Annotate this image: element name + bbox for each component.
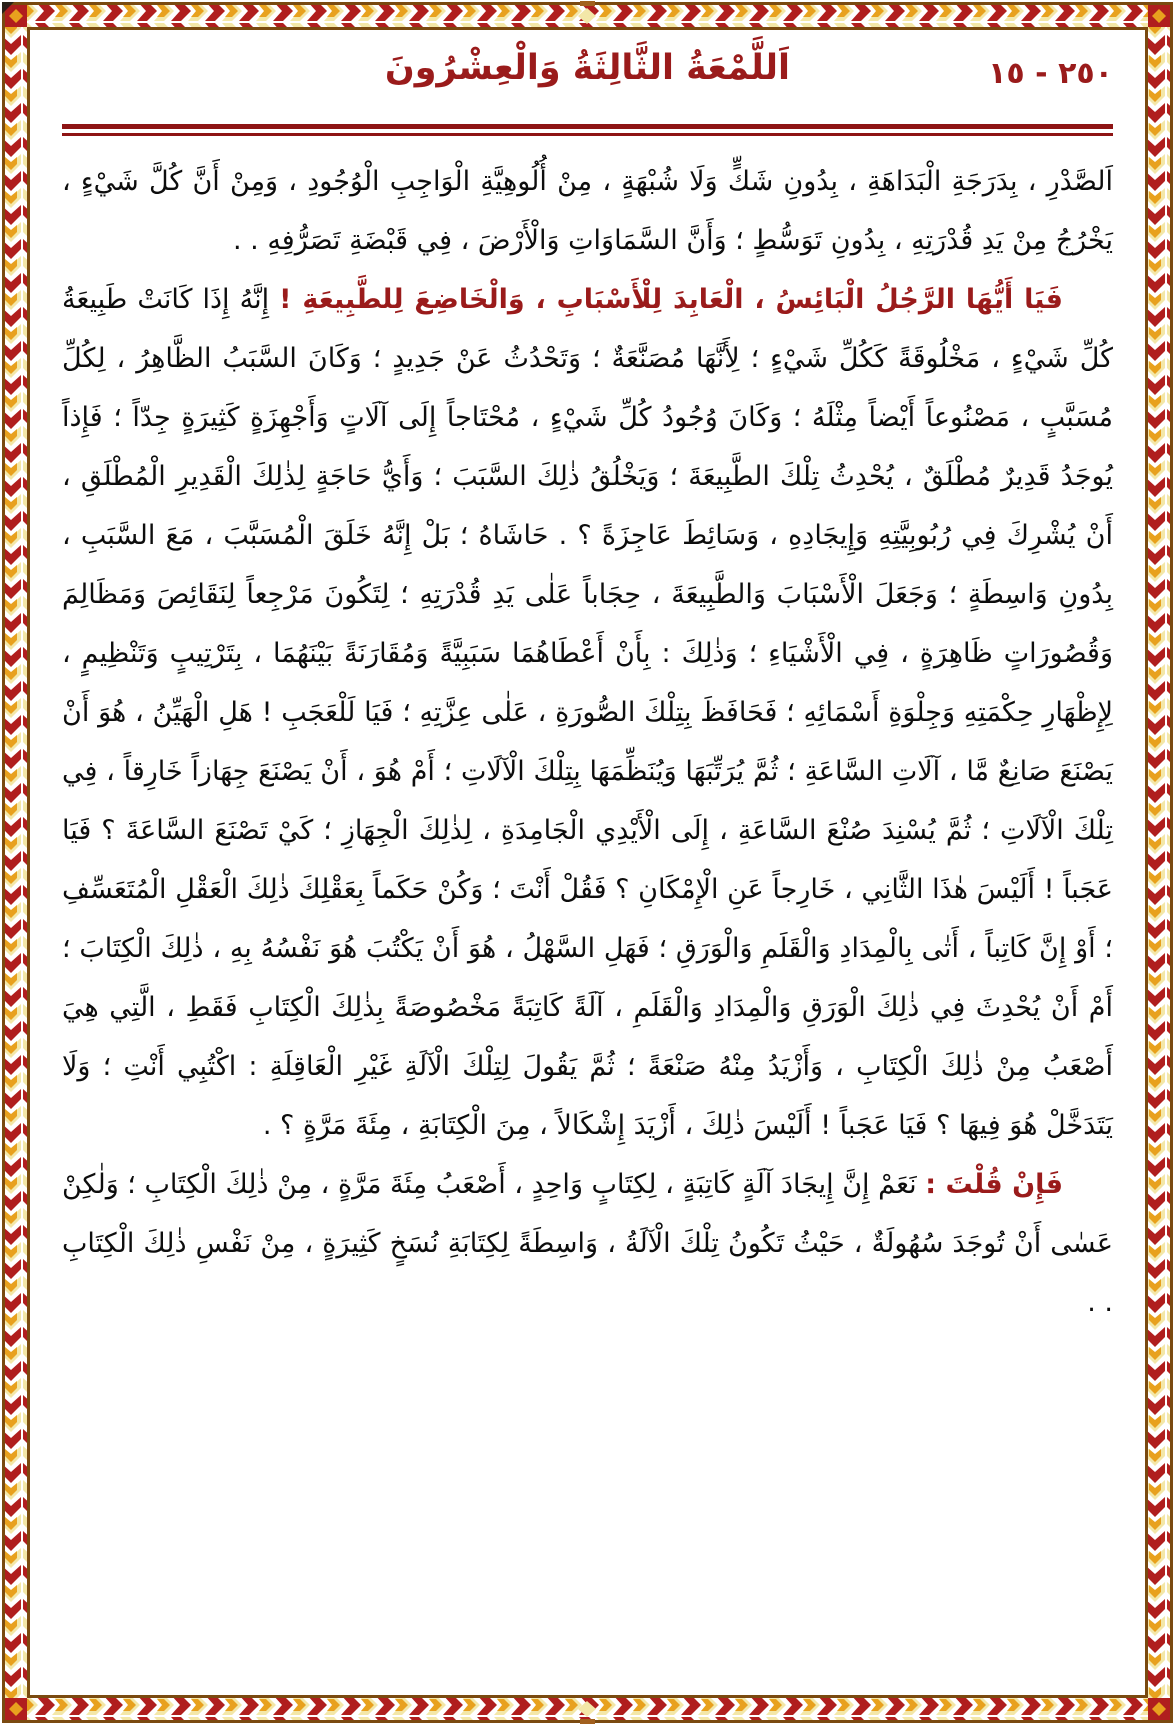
- paragraph-continuation: [62, 152, 1113, 270]
- page-content: [62, 40, 1113, 1680]
- text-segment: اَلصَّدْرِ ، بِدَرَجَةِ الْبَدَاهَةِ ، بِدُونِ شَكٍّ وَلَا شُبْهَةٍ ، مِنْ أُلُوهِيَّةِ الْوَاجِبِ الْوُجُودِ ، وَمِنْ أَنَّ كُلَّ شَيْءٍ ، يَخْرُجُ مِنْ يَدِ قُدْرَتِهِ ، بِدُونِ تَوَسُّطٍ ؛ وَأَنَّ السَّمَاوَاتِ وَالْأَرْضَ ، فِي قَبْضَةِ تَصَرُّفِهِ . .: [62, 166, 1113, 256]
- body-text: [62, 152, 1113, 1332]
- page-title: اَللَّمْعَةُ الثَّالِثَةُ وَالْعِشْرُونَ: [384, 48, 791, 88]
- paragraph-address-to-naturalist: [62, 270, 1113, 1155]
- header-rule: [62, 124, 1113, 136]
- text-segment-red-leadin: فَيَا أَيُّهَا الرَّجُلُ الْبَائِسُ ، الْعَابِدَ لِلْأَسْبَابِ ، وَالْخَاضِعَ لِلطَّبِيعَةِ !: [279, 284, 1063, 315]
- header-rule-thick: [62, 124, 1113, 129]
- text-segment: نَعَمْ إِنَّ إِيجَادَ آلَةٍ كَاتِبَةٍ ، لِكِتَابٍ وَاحِدٍ ، أَصْعَبُ مِئَةَ مَرَّةٍ ، مِنْ ذٰلِكَ الْكِتَابِ ؛ وَلٰكِنْ عَسٰى أَنْ تُوجَدَ سُهُولَةٌ ، حَيْثُ تَكُونُ تِلْكَ الْآلَةُ ، وَاسِطَةً لِكِتَابَةِ نُسَخٍ كَثِيرَةٍ ، مِنْ نَفْسِ ذٰلِكَ الْكِتَابِ . .: [62, 1169, 1113, 1318]
- page-header: [62, 40, 1113, 112]
- text-segment: إِنَّهُ إِذَا كَانَتْ طَبِيعَةُ كُلِّ شَيْءٍ ، مَخْلُوقَةً كَكُلِّ شَيْءٍ ؛ لِأَنَّهَا مُصَنَّعَةٌ ؛ وَتَحْدُثُ عَنْ جَدِيدٍ ؛ وَكَانَ السَّبَبُ الظَّاهِرُ ، لِكُلِّ مُسَبَّبٍ ، مَصْنُوعاً أَيْضاً مِثْلَهُ ؛ وَكَانَ وُجُودُ كُلِّ شَيْءٍ ، مُحْتَاجاً إِلَى آلَاتٍ وَأَجْهِزَةٍ كَثِيرَةٍ جِدّاً ؛ فَإِذاً يُوجَدُ قَدِيرٌ مُطْلَقٌ ، يُحْدِثُ تِلْكَ الطَّبِيعَةَ ؛ وَيَخْلُقُ ذٰلِكَ السَّبَبَ ؛ وَأَيُّ حَاجَةٍ لِذٰلِكَ الْقَدِيرِ الْمُطْلَقِ ، أَنْ يُشْرِكَ فِي رُبُوبِيَّتِهِ وَإِيجَادِهِ ، وَسَائِطَ عَاجِزَةً ؟ . حَاشَاهُ ؛ بَلْ إِنَّهُ خَلَقَ الْمُسَبَّبَ ، مَعَ السَّبَبِ ، بِدُونِ وَاسِطَةٍ ؛ وَجَعَلَ الْأَسْبَابَ وَالطَّبِيعَةَ ، حِجَاباً عَلٰى يَدِ قُدْرَتِهِ ؛ لِتَكُونَ مَرْجِعاً لِنَقَائِصَ وَمَظَالِمَ وَقُصُورَاتٍ ظَاهِرَةٍ ، فِي الْأَشْيَاءِ ؛ وَذٰلِكَ : بِأَنْ أَعْطَاهُمَا سَبَبِيَّةً وَمُقَارَنَةً بَيْنَهُمَا ، بِتَرْتِيبٍ وَتَنْظِيمٍ ، لِإِظْهَارِ حِكْمَتِهِ وَجِلْوَةِ أَسْمَائِهِ ؛ فَحَافَظَ بِتِلْكَ الصُّورَةِ ، عَلٰى عِزَّتِهِ ؛ فَيَا لَلْعَجَبِ ! هَلِ الْهَيِّنُ ، هُوَ أَنْ يَصْنَعَ صَانِعٌ مَّا ، آلَاتِ السَّاعَةِ ؛ ثُمَّ يُرَتِّبَهَا وَيُنَظِّمَهَا بِتِلْكَ الْآلَاتِ ؛ أَمْ هُوَ ، أَنْ يَصْنَعَ جِهَازاً خَارِقاً ، فِي تِلْكَ الْآلَاتِ ؛ ثُمَّ يُسْنِدَ صُنْعَ السَّاعَةِ ، إِلَى الْأَيْدِي الْجَامِدَةِ ، لِذٰلِكَ الْجِهَازِ ؛ كَيْ تَصْنَعَ السَّاعَةَ ؟ فَيَا عَجَباً ! أَلَيْسَ هٰذَا الثَّانِي ، خَارِجاً عَنِ الْإِمْكَانِ ؟ فَقُلْ أَنْتَ ؛ وَكُنْ حَكَماً بِعَقْلِكَ ذٰلِكَ الْعَقْلِ الْمُتَعَسِّفِ ؛ أَوْ إِنَّ كَاتِباً ، أَتٰى بِالْمِدَادِ وَالْقَلَمِ وَالْوَرَقِ ؛ فَهَلِ السَّهْلُ ، هُوَ أَنْ يَكْتُبَ هُوَ نَفْسُهُ بِهِ ، ذٰلِكَ الْكِتَابَ ؛ أَمْ أَنْ يُحْدِثَ فِي ذٰلِكَ الْوَرَقِ وَالْمِدَادِ وَالْقَلَمِ ، آلَةً كَاتِبَةً مَخْصُوصَةً بِذٰلِكَ الْكِتَابِ فَقَطِ ، الَّتِي هِيَ أَصْعَبُ مِنْ ذٰلِكَ الْكِتَابِ ، وَأَزْيَدُ مِنْهُ صَنْعَةً ؛ ثُمَّ يَقُولَ لِتِلْكَ الْآلَةِ غَيْرِ الْعَاقِلَةِ : اكْتُبِي أَنْتِ ؛ وَلَا يَتَدَخَّلْ هُوَ فِيهَا ؟ فَيَا عَجَباً ! أَلَيْسَ ذٰلِكَ ، أَزْيَدَ إِشْكَالاً ، مِنَ الْكِتَابَةِ ، مِئَةَ مَرَّةٍ ؟ .: [62, 284, 1113, 1141]
- text-segment-red-leadin: فَإِنْ قُلْتَ :: [925, 1169, 1063, 1200]
- paragraph-objection: [62, 1155, 1113, 1332]
- page-number: ٢٥٠ - ١٥: [988, 56, 1113, 91]
- header-rule-thin: [62, 133, 1113, 136]
